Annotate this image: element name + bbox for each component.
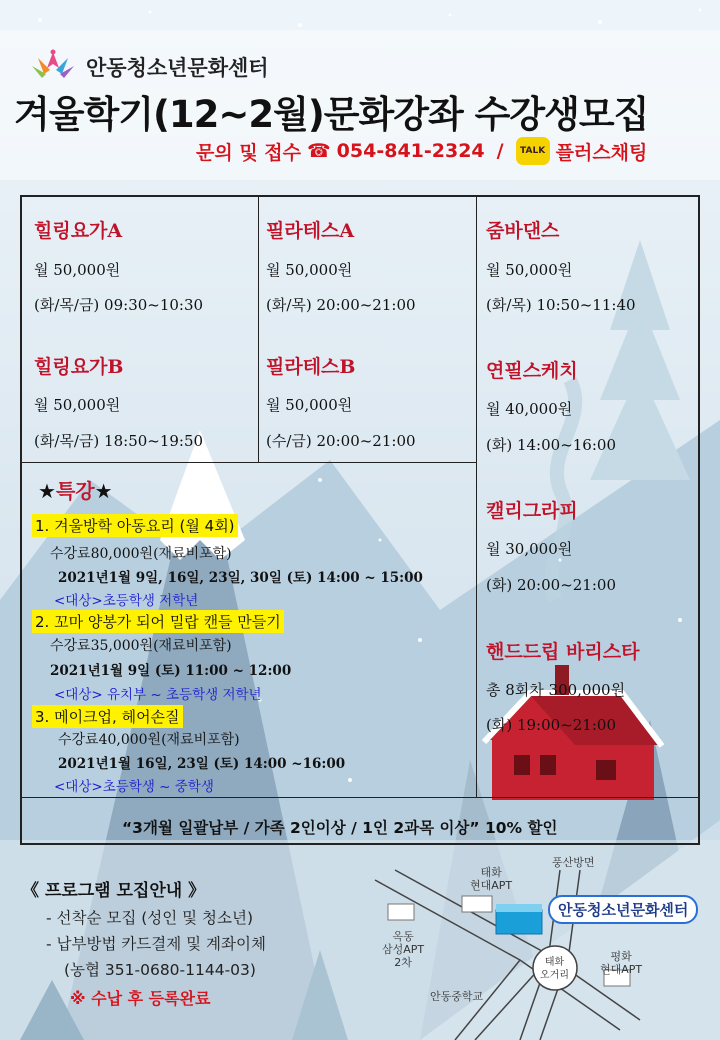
course-pilates-b-fee: 월 50,000원 xyxy=(266,396,353,414)
special-item-2-dates: 2021년1월 9일 (토) 11:00 ~ 12:00 xyxy=(50,663,292,679)
map-center-label: 안동청소년문화센터 xyxy=(548,895,698,924)
info-title: 《 프로그램 모집안내 》 xyxy=(22,881,206,901)
course-yoga-b-name: 힐링요가B xyxy=(34,356,124,378)
special-item-1-dates: 2021년1월 9일, 16일, 23일, 30일 (토) 14:00 ~ 15:00 xyxy=(58,570,423,586)
map-label-middle-school: 안동중학교 xyxy=(430,990,484,1003)
special-item-2-target: <대상> 유치부 ~ 초등학생 저학년 xyxy=(54,687,262,703)
course-zumba-name: 줌바댄스 xyxy=(486,220,560,242)
course-yoga-a-time: (화/목/금) 09:30~10:30 xyxy=(34,296,204,314)
page-title: 겨울학기(12~2월)문화강좌 수강생모집 xyxy=(14,93,649,136)
course-calligraphy-fee: 월 30,000원 xyxy=(486,540,573,558)
special-item-3-fee: 수강료40,000원(재료비포함) xyxy=(58,732,240,748)
info-line: - 납부방법 카드결제 및 계좌이체 xyxy=(46,935,266,953)
special-item-2-fee: 수강료35,000원(재료비포함) xyxy=(50,638,232,654)
course-zumba-fee: 월 50,000원 xyxy=(486,261,573,279)
course-yoga-b-time: (화/목/금) 18:50~19:50 xyxy=(34,432,204,450)
center-name: 안동청소년문화센터 xyxy=(86,56,269,80)
plus-chat-link[interactable]: 플러스채팅 xyxy=(555,141,648,164)
kakaotalk-icon[interactable]: TALK xyxy=(516,137,550,165)
course-sketch-fee: 월 40,000원 xyxy=(486,400,573,418)
special-item-2-head: 2. 꼬마 양봉가 되어 밀랍 캔들 만들기 xyxy=(32,610,284,633)
contact-label: 문의 및 접수 xyxy=(196,141,301,164)
map-label-taehwa-ogeori: 태화 오거리 xyxy=(540,957,569,981)
star-icon: ★ xyxy=(94,479,113,503)
map-label-okdong: 옥동 삼성APT 2차 xyxy=(382,930,425,969)
course-yoga-a-fee: 월 50,000원 xyxy=(34,261,121,279)
course-barista-time: (화) 19:00~21:00 xyxy=(486,716,616,734)
star-icon: ★ xyxy=(38,479,56,503)
special-title-text: 특강 xyxy=(55,479,95,503)
phone-icon: ☎ xyxy=(307,140,331,162)
map-label-taehwa-hyundai: 태화 현대APT xyxy=(470,866,513,892)
course-barista-name: 핸드드립 바리스타 xyxy=(486,641,640,663)
special-item-3-target: <대상>초등학생 ~ 중학생 xyxy=(54,779,214,795)
course-sketch-name: 연필스케치 xyxy=(486,360,578,382)
course-pilates-b-time: (수/금) 20:00~21:00 xyxy=(266,432,416,450)
special-item-1-fee: 수강료80,000원(재료비포함) xyxy=(50,546,232,562)
map-label-pungsan: 풍산방면 xyxy=(552,856,595,869)
course-yoga-a-name: 힐링요가A xyxy=(34,220,123,242)
course-calligraphy-name: 캘리그라피 xyxy=(486,500,578,522)
course-pilates-b-name: 필라테스B xyxy=(266,356,356,378)
course-barista-fee: 총 8회차 300,000원 xyxy=(486,681,626,699)
map-label-pyeonghwa: 평화 현대APT xyxy=(600,950,643,976)
course-pilates-a-fee: 월 50,000원 xyxy=(266,261,353,279)
registration-note: ※ 수납 후 등록완료 xyxy=(70,989,211,1008)
course-zumba-time: (화/목) 10:50~11:40 xyxy=(486,296,636,314)
course-sketch-time: (화) 14:00~16:00 xyxy=(486,436,616,454)
course-yoga-b-fee: 월 50,000원 xyxy=(34,396,121,414)
special-item-3-head: 3. 메이크업, 헤어손질 xyxy=(32,705,183,728)
info-line: - 선착순 모집 (성인 및 청소년) xyxy=(46,909,254,927)
course-pilates-a-name: 필라테스A xyxy=(266,220,355,242)
course-pilates-a-time: (화/목) 20:00~21:00 xyxy=(266,296,416,314)
info-line: (농협 351-0680-1144-03) xyxy=(64,961,256,979)
separator: / xyxy=(496,140,504,162)
special-item-3-dates: 2021년1월 16일, 23일 (토) 14:00 ~16:00 xyxy=(58,756,346,772)
special-item-1-head: 1. 겨울방학 아동요리 (월 4회) xyxy=(32,514,238,537)
discount-note: “3개월 일괄납부 / 가족 2인이상 / 1인 2과목 이상” 10% 할인 xyxy=(122,819,558,837)
course-calligraphy-time: (화) 20:00~21:00 xyxy=(486,576,616,594)
phone-number[interactable]: 054-841-2324 xyxy=(336,140,485,162)
special-item-1-target: <대상>초등학생 저학년 xyxy=(54,593,199,609)
